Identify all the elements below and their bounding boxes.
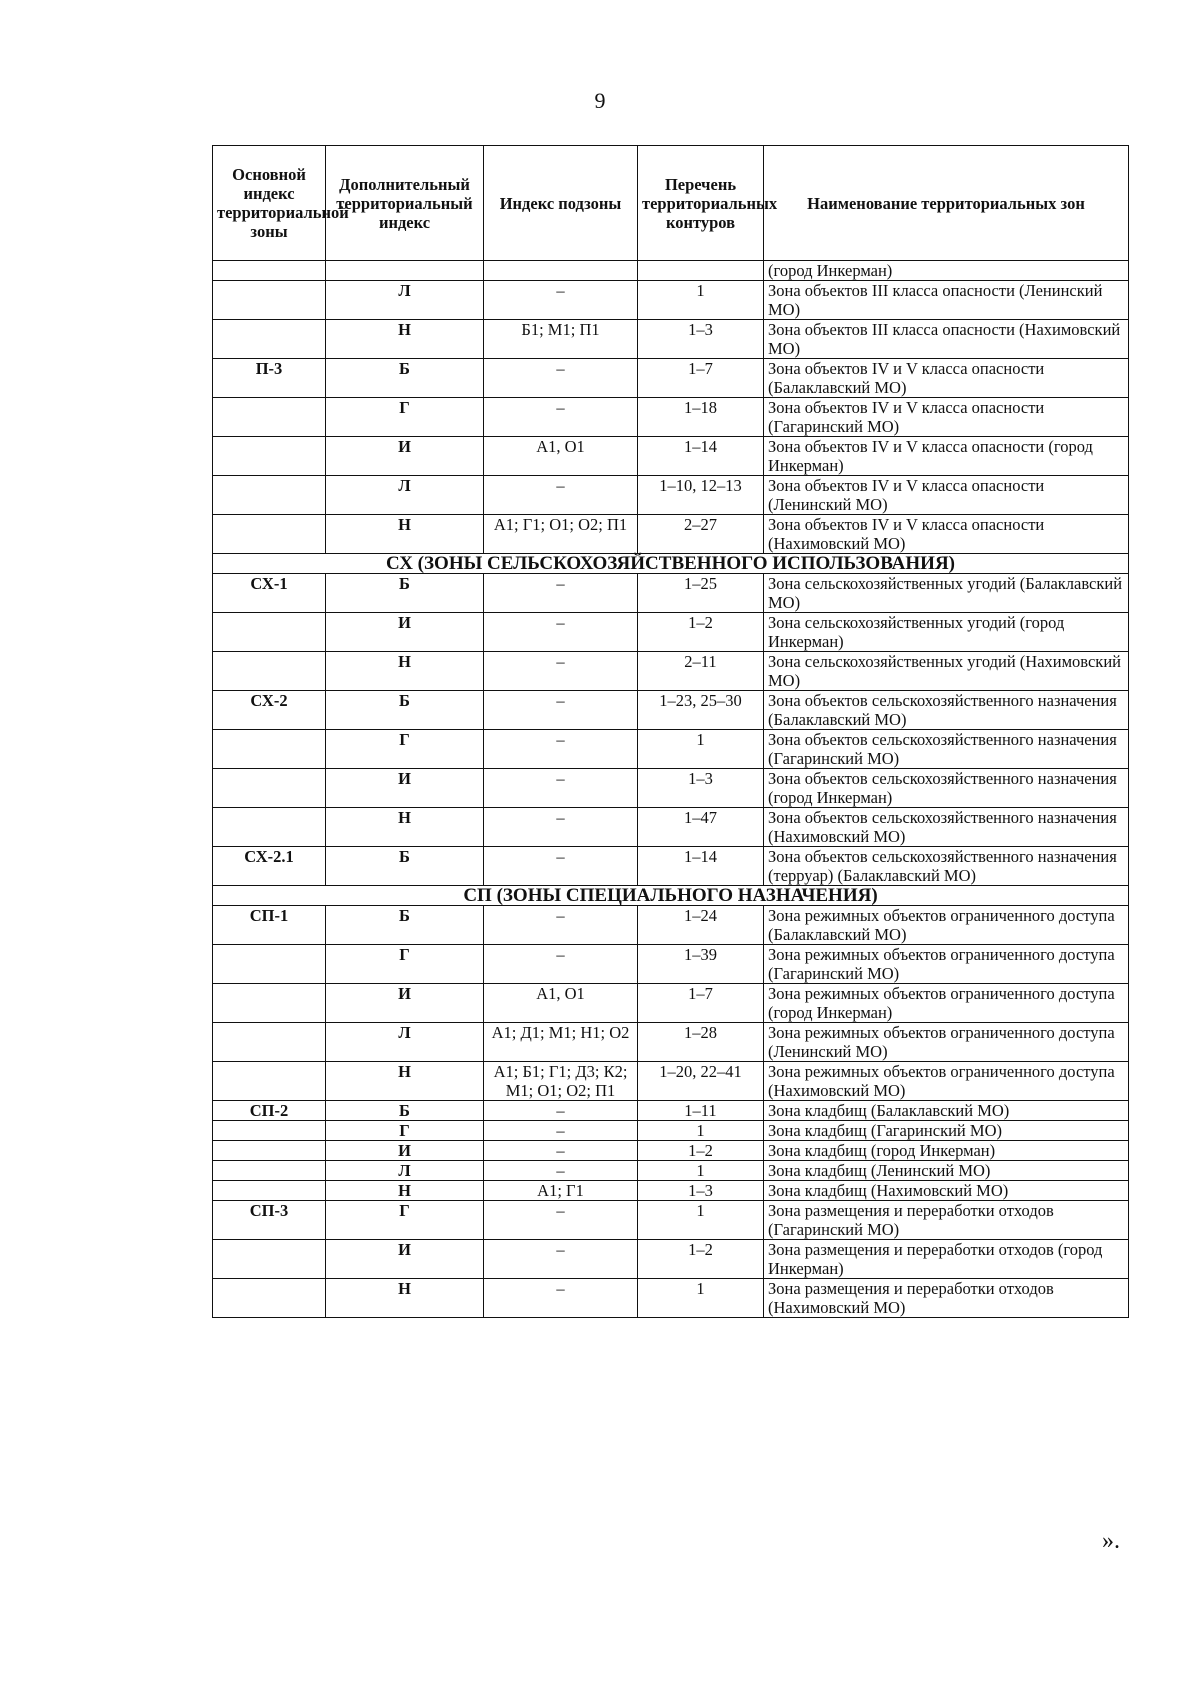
section-row: [213, 554, 1129, 574]
additional-index-cell: Л: [326, 1023, 484, 1062]
contours-cell: 1: [638, 1121, 764, 1141]
contours-cell: 1–23, 25–30: [638, 691, 764, 730]
subzone-index-cell: –: [484, 359, 638, 398]
zone-name-cell: Зона кладбищ (город Инкерман): [764, 1141, 1129, 1161]
contours-cell: 1–2: [638, 1141, 764, 1161]
table-row: [213, 359, 1129, 398]
additional-index-cell: Л: [326, 476, 484, 515]
additional-index-cell: Л: [326, 281, 484, 320]
header-contours-list: Перечень территориальных контуров: [638, 146, 764, 261]
additional-index-cell: Б: [326, 574, 484, 613]
zone-name-cell: Зона объектов IV и V класса опасности (Ленинский МО): [764, 476, 1129, 515]
subzone-index-cell: –: [484, 906, 638, 945]
additional-index-cell: Б: [326, 847, 484, 886]
contours-cell: 1–39: [638, 945, 764, 984]
contours-cell: 2–27: [638, 515, 764, 554]
additional-index-cell: Г: [326, 945, 484, 984]
main-index-cell: СП-1: [213, 906, 326, 945]
table-row: [213, 1101, 1129, 1121]
subzone-index-cell: А1; Г1; О1; О2; П1: [484, 515, 638, 554]
zone-name-cell: Зона объектов IV и V класса опасности (Нахимовский МО): [764, 515, 1129, 554]
subzone-index-cell: А1; Б1; Г1; Д3; К2; М1; О1; О2; П1: [484, 1062, 638, 1101]
main-index-cell: СХ-2: [213, 691, 326, 730]
zone-name-cell: Зона размещения и переработки отходов (Нахимовский МО): [764, 1279, 1129, 1318]
table-row: [213, 613, 1129, 652]
additional-index-cell: Г: [326, 730, 484, 769]
subzone-index-cell: –: [484, 613, 638, 652]
subzone-index-cell: –: [484, 281, 638, 320]
subzone-index-cell: –: [484, 691, 638, 730]
zone-name-cell: Зона режимных объектов ограниченного доступа (город Инкерман): [764, 984, 1129, 1023]
contours-cell: 1: [638, 1279, 764, 1318]
zone-name-cell: Зона объектов III класса опасности (Ленинский МО): [764, 281, 1129, 320]
table-row: [213, 574, 1129, 613]
table-row: [213, 261, 1129, 281]
main-index-cell: [213, 769, 326, 808]
main-index-cell: [213, 1062, 326, 1101]
contours-cell: 1–18: [638, 398, 764, 437]
subzone-index-cell: –: [484, 1101, 638, 1121]
additional-index-cell: И: [326, 437, 484, 476]
zone-name-cell: Зона сельскохозяйственных угодий (город Инкерман): [764, 613, 1129, 652]
subzone-index-cell: –: [484, 808, 638, 847]
contours-cell: 1–14: [638, 847, 764, 886]
main-index-cell: [213, 1181, 326, 1201]
zone-name-cell: Зона объектов сельскохозяйственного назначения (Балаклавский МО): [764, 691, 1129, 730]
main-index-cell: [213, 437, 326, 476]
main-index-cell: [213, 261, 326, 281]
table-header-row: [213, 146, 1129, 261]
table-row: [213, 1240, 1129, 1279]
header-zone-name: Наименование территориальных зон: [764, 146, 1129, 261]
main-index-cell: [213, 476, 326, 515]
zone-name-cell: Зона режимных объектов ограниченного доступа (Ленинский МО): [764, 1023, 1129, 1062]
zone-name-cell: Зона сельскохозяйственных угодий (Балаклавский МО): [764, 574, 1129, 613]
additional-index-cell: И: [326, 613, 484, 652]
table-row: [213, 808, 1129, 847]
main-index-cell: [213, 1161, 326, 1181]
subzone-index-cell: –: [484, 398, 638, 437]
additional-index-cell: И: [326, 1141, 484, 1161]
main-index-cell: [213, 515, 326, 554]
table-row: [213, 476, 1129, 515]
contours-cell: 1–2: [638, 1240, 764, 1279]
table-row: [213, 1121, 1129, 1141]
table-row: [213, 769, 1129, 808]
additional-index-cell: Н: [326, 652, 484, 691]
additional-index-cell: Н: [326, 1181, 484, 1201]
contours-cell: 1–2: [638, 613, 764, 652]
additional-index-cell: Б: [326, 906, 484, 945]
header-main-index: Основной индекс территориальной зоны: [213, 146, 326, 261]
subzone-index-cell: –: [484, 1240, 638, 1279]
additional-index-cell: Н: [326, 808, 484, 847]
contours-cell: 1–3: [638, 1181, 764, 1201]
additional-index-cell: И: [326, 769, 484, 808]
additional-index-cell: Б: [326, 359, 484, 398]
zone-name-cell: Зона объектов IV и V класса опасности (город Инкерман): [764, 437, 1129, 476]
contours-cell: 1–25: [638, 574, 764, 613]
subzone-index-cell: –: [484, 769, 638, 808]
zone-name-cell: Зона режимных объектов ограниченного доступа (Гагаринский МО): [764, 945, 1129, 984]
subzone-index-cell: –: [484, 1161, 638, 1181]
main-index-cell: СП-3: [213, 1201, 326, 1240]
table-row: [213, 515, 1129, 554]
page-number: 9: [594, 88, 606, 113]
additional-index-cell: Г: [326, 398, 484, 437]
section-title: СХ (ЗОНЫ СЕЛЬСКОХОЗЯЙСТВЕННОГО ИСПОЛЬЗОВАНИЯ): [213, 554, 1129, 574]
contours-cell: [638, 261, 764, 281]
additional-index-cell: Г: [326, 1121, 484, 1141]
contours-cell: 1: [638, 730, 764, 769]
main-index-cell: [213, 613, 326, 652]
subzone-index-cell: –: [484, 652, 638, 691]
main-index-cell: [213, 808, 326, 847]
main-index-cell: [213, 398, 326, 437]
additional-index-cell: Г: [326, 1201, 484, 1240]
subzone-index-cell: –: [484, 945, 638, 984]
main-index-cell: [213, 281, 326, 320]
zone-name-cell: Зона объектов сельскохозяйственного назначения (Гагаринский МО): [764, 730, 1129, 769]
zone-name-cell: (город Инкерман): [764, 261, 1129, 281]
table-body: [213, 261, 1129, 1318]
zone-name-cell: Зона сельскохозяйственных угодий (Нахимовский МО): [764, 652, 1129, 691]
main-index-cell: [213, 984, 326, 1023]
main-index-cell: СП-2: [213, 1101, 326, 1121]
header-additional-index: Дополнительный территориальный индекс: [326, 146, 484, 261]
table-row: [213, 1161, 1129, 1181]
contours-cell: 1–14: [638, 437, 764, 476]
table-row: [213, 730, 1129, 769]
additional-index-cell: Н: [326, 320, 484, 359]
zone-name-cell: Зона кладбищ (Гагаринский МО): [764, 1121, 1129, 1141]
subzone-index-cell: –: [484, 1201, 638, 1240]
main-index-cell: [213, 1121, 326, 1141]
subzone-index-cell: Б1; М1; П1: [484, 320, 638, 359]
additional-index-cell: Б: [326, 691, 484, 730]
main-index-cell: СХ-2.1: [213, 847, 326, 886]
contours-cell: 2–11: [638, 652, 764, 691]
table-row: [213, 1023, 1129, 1062]
main-index-cell: [213, 730, 326, 769]
zone-name-cell: Зона кладбищ (Ленинский МО): [764, 1161, 1129, 1181]
contours-cell: 1–20, 22–41: [638, 1062, 764, 1101]
zone-name-cell: Зона режимных объектов ограниченного доступа (Балаклавский МО): [764, 906, 1129, 945]
zone-name-cell: Зона объектов сельскохозяйственного назначения (терруар) (Балаклавский МО): [764, 847, 1129, 886]
contours-cell: 1: [638, 1201, 764, 1240]
zone-name-cell: Зона кладбищ (Балаклавский МО): [764, 1101, 1129, 1121]
contours-cell: 1–3: [638, 320, 764, 359]
zone-name-cell: Зона размещения и переработки отходов (Гагаринский МО): [764, 1201, 1129, 1240]
territorial-zones-table: [212, 145, 1129, 1318]
zone-name-cell: Зона объектов сельскохозяйственного назначения (Нахимовский МО): [764, 808, 1129, 847]
table-row: [213, 320, 1129, 359]
main-index-cell: [213, 652, 326, 691]
subzone-index-cell: –: [484, 1279, 638, 1318]
additional-index-cell: [326, 261, 484, 281]
table-row: [213, 1201, 1129, 1240]
table-row: [213, 984, 1129, 1023]
main-index-cell: [213, 1279, 326, 1318]
table-row: [213, 691, 1129, 730]
section-row: [213, 886, 1129, 906]
subzone-index-cell: –: [484, 847, 638, 886]
additional-index-cell: И: [326, 984, 484, 1023]
table-row: [213, 1181, 1129, 1201]
additional-index-cell: Н: [326, 515, 484, 554]
contours-cell: 1–10, 12–13: [638, 476, 764, 515]
table-row: [213, 398, 1129, 437]
main-index-cell: [213, 1240, 326, 1279]
additional-index-cell: Л: [326, 1161, 484, 1181]
main-index-cell: [213, 945, 326, 984]
table-row: [213, 437, 1129, 476]
table-row: [213, 1062, 1129, 1101]
additional-index-cell: Б: [326, 1101, 484, 1121]
subzone-index-cell: [484, 261, 638, 281]
main-index-cell: [213, 320, 326, 359]
zone-name-cell: Зона объектов сельскохозяйственного назначения (город Инкерман): [764, 769, 1129, 808]
subzone-index-cell: –: [484, 1121, 638, 1141]
zone-name-cell: Зона объектов IV и V класса опасности (Балаклавский МО): [764, 359, 1129, 398]
closing-quote-mark: ».: [1102, 1528, 1120, 1554]
zone-name-cell: Зона режимных объектов ограниченного доступа (Нахимовский МО): [764, 1062, 1129, 1101]
subzone-index-cell: –: [484, 730, 638, 769]
subzone-index-cell: А1; Г1: [484, 1181, 638, 1201]
main-index-cell: [213, 1023, 326, 1062]
subzone-index-cell: А1; Д1; М1; Н1; О2: [484, 1023, 638, 1062]
contours-cell: 1: [638, 1161, 764, 1181]
main-index-cell: П-3: [213, 359, 326, 398]
table-row: [213, 945, 1129, 984]
table-row: [213, 847, 1129, 886]
additional-index-cell: И: [326, 1240, 484, 1279]
zone-name-cell: Зона объектов IV и V класса опасности (Гагаринский МО): [764, 398, 1129, 437]
main-index-cell: СХ-1: [213, 574, 326, 613]
zone-name-cell: Зона размещения и переработки отходов (город Инкерман): [764, 1240, 1129, 1279]
contours-cell: 1–47: [638, 808, 764, 847]
subzone-index-cell: А1, О1: [484, 437, 638, 476]
subzone-index-cell: –: [484, 1141, 638, 1161]
contours-cell: 1–7: [638, 984, 764, 1023]
section-title: СП (ЗОНЫ СПЕЦИАЛЬНОГО НАЗНАЧЕНИЯ): [213, 886, 1129, 906]
contours-cell: 1–7: [638, 359, 764, 398]
subzone-index-cell: А1, О1: [484, 984, 638, 1023]
contours-cell: 1: [638, 281, 764, 320]
table-row: [213, 652, 1129, 691]
header-subzone-index: Индекс подзоны: [484, 146, 638, 261]
zone-name-cell: Зона объектов III класса опасности (Нахимовский МО): [764, 320, 1129, 359]
additional-index-cell: Н: [326, 1279, 484, 1318]
subzone-index-cell: –: [484, 476, 638, 515]
subzone-index-cell: –: [484, 574, 638, 613]
table-row: [213, 1279, 1129, 1318]
main-index-cell: [213, 1141, 326, 1161]
contours-cell: 1–24: [638, 906, 764, 945]
zone-name-cell: Зона кладбищ (Нахимовский МО): [764, 1181, 1129, 1201]
contours-cell: 1–3: [638, 769, 764, 808]
contours-cell: 1–28: [638, 1023, 764, 1062]
table-row: [213, 1141, 1129, 1161]
table-row: [213, 281, 1129, 320]
contours-cell: 1–11: [638, 1101, 764, 1121]
additional-index-cell: Н: [326, 1062, 484, 1101]
table-row: [213, 906, 1129, 945]
